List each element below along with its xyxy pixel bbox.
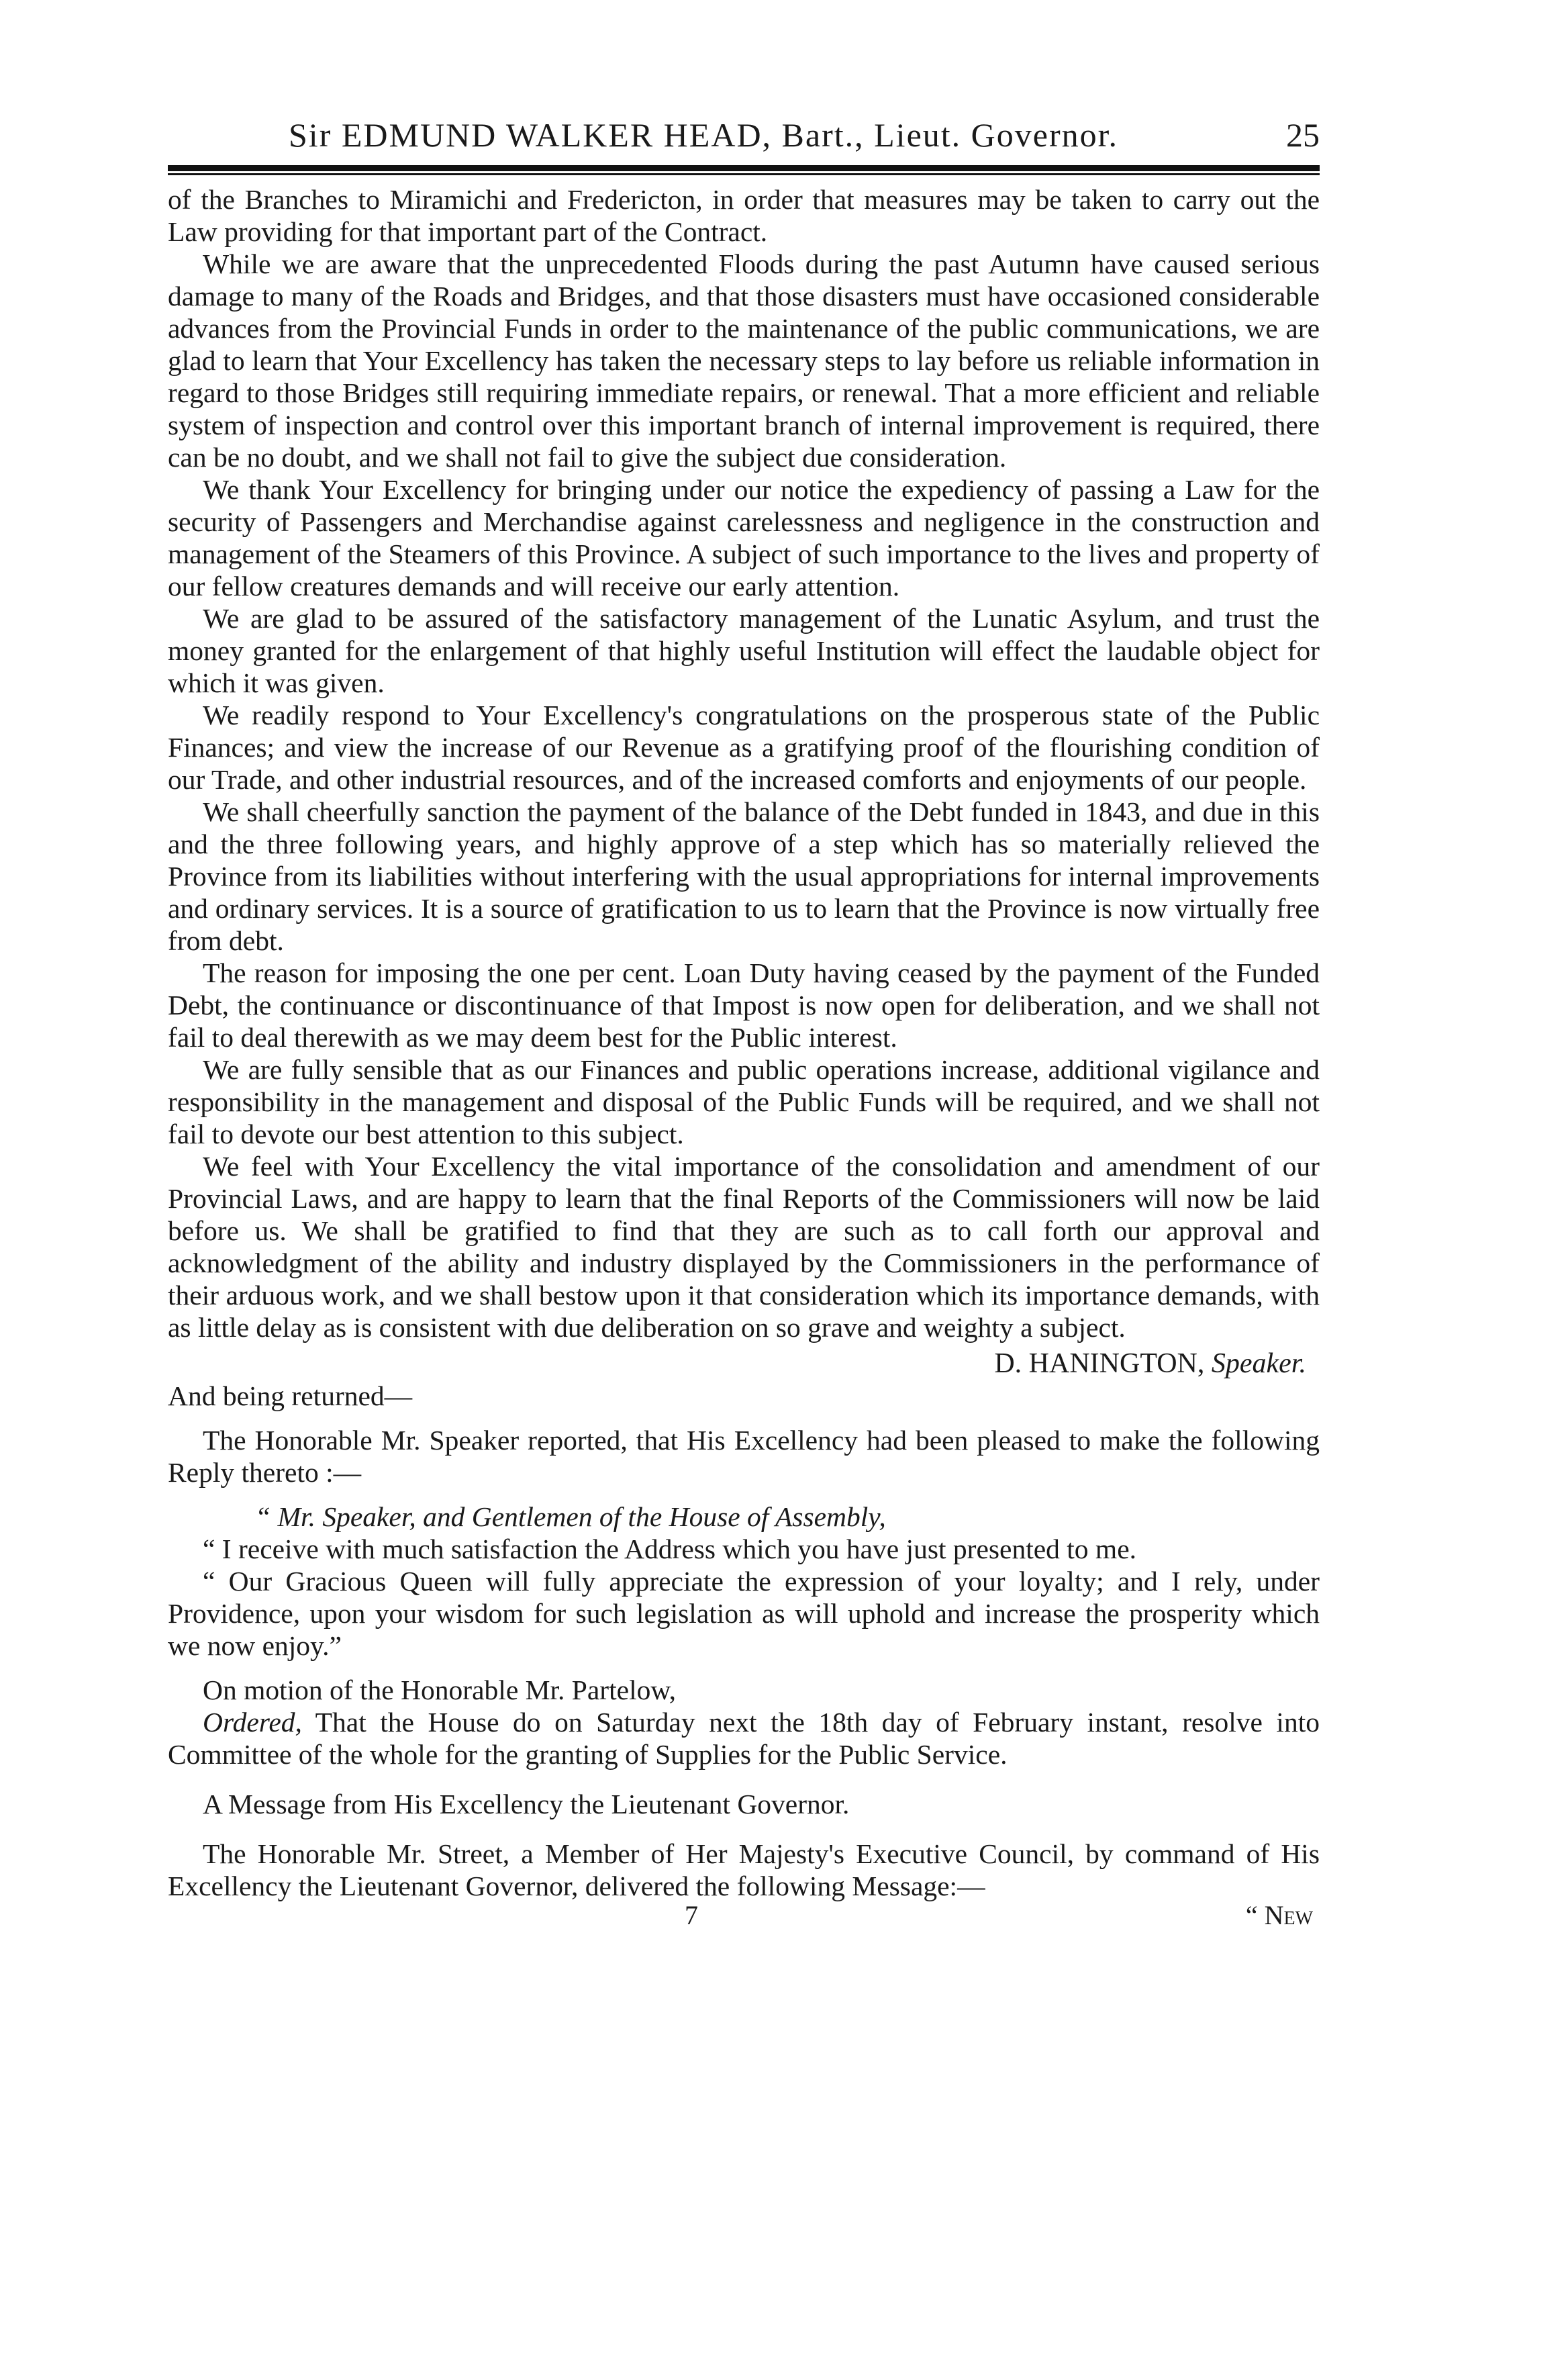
paragraph-4: We are glad to be assured of the satisfactory management of the Lunatic Asylum, and trust the money granted for the enlargement of that highly useful Institution will effect the laudable object for which it was given.	[168, 603, 1320, 698]
page-number: 25	[1286, 116, 1320, 154]
signature-role: Speaker.	[1211, 1348, 1306, 1379]
reported-paragraph: The Honorable Mr. Speaker reported, that His Excellency had been pleased to make the following Reply thereto :—	[168, 1425, 1320, 1488]
paragraph-2: While we are aware that the unprecedented Floods during the past Autumn have caused serious damage to many of the Roads and Bridges, and that those disasters must have occasioned considerable advances from the Provincial Funds in order to the maintenance of the public communications, we are glad to learn that Your Excellency has taken the necessary steps to lay before us reliable information in regard to those Bridges still requiring immediate repairs, or renewal. That a more efficient and reliable system of inspection and control over this important branch of internal improvement is required, there can be no doubt, and we shall not fail to give the subject due consideration.	[168, 248, 1320, 473]
signature-mark: 7	[685, 1900, 698, 1930]
returned-line: And being returned—	[168, 1380, 413, 1411]
reply-line-1: “ I receive with much satisfaction the Address which you have just presented to me.	[203, 1533, 1136, 1564]
ordered-word: Ordered,	[203, 1707, 302, 1738]
message-heading: A Message from His Excellency the Lieutenant Governor.	[203, 1789, 850, 1819]
paragraph-6: We shall cheerfully sanction the payment of the balance of the Debt funded in 1843, and due in this and the three following years, and highly approve of a step which has so materially relieved the Province from its liabilities without interfering with the usual appropriations for internal improvements and ordinary services. It is a source of gratification to us to learn that the Province is now virtually free from debt.	[168, 796, 1320, 956]
header-rule-thick	[168, 165, 1320, 171]
paragraph-7: The reason for imposing the one per cent. Loan Duty having ceased by the payment of the Funded Debt, the continuance or discontinuance of that Impost is now open for deliberation, and we shall not fail to deal therewith as we may deem best for the Public interest.	[168, 957, 1320, 1053]
reply-line-2: “ Our Gracious Queen will fully appreciate the expression of your loyalty; and I rely, under Providence, upon your wisdom for such legislation as will uphold and increase the prosperity which we now enjoy.”	[168, 1566, 1320, 1661]
ordered-text: That the House do on Saturday next the 18th day of February instant, resolve into Committee of the whole for the granting of Supplies for the Public Service.	[168, 1707, 1320, 1770]
message-intro: The Honorable Mr. Street, a Member of Her Majesty's Executive Council, by command of His Excellency the Lieutenant Governor, delivered the following Message:—	[168, 1838, 1320, 1901]
document-page	[168, 113, 1320, 1936]
running-title: Sir EDMUND WALKER HEAD, Bart., Lieut. Governor.	[289, 116, 1118, 154]
signature-name: D. HANINGTON,	[994, 1348, 1205, 1379]
header-rule-thin	[168, 173, 1320, 175]
motion-line: On motion of the Honorable Mr. Partelow,	[203, 1674, 676, 1705]
running-header	[168, 113, 1320, 162]
catchword: “ New	[1245, 1900, 1313, 1930]
paragraph-5: We readily respond to Your Excellency's congratulations on the prosperous state of the Public Finances; and view the increase of our Revenue as a gratifying proof of the flourishing condition of our Trade, and other industrial resources, and of the increased comforts and enjoyments of our people.	[168, 700, 1320, 795]
ordered-paragraph	[168, 1706, 1320, 1770]
page-body	[168, 183, 1320, 1902]
paragraph-3: We thank Your Excellency for bringing under our notice the expediency of passing a Law for the security of Passengers and Merchandise against carelessness and negligence in the construction and management of the Steamers of this Province. A subject of such importance to the lives and property of our fellow creatures demands and will receive our early attention.	[168, 474, 1320, 602]
paragraph-9: We feel with Your Excellency the vital importance of the consolidation and amendment of our Provincial Laws, and are happy to learn that the final Reports of the Commissioners will now be laid before us. We shall be gratified to find that they are such as to call forth our approval and acknowledgment of the ability and industry displayed by the Commissioners in the performance of their arduous work, and we shall bestow upon it that consideration which its importance demands, with as little delay as is consistent with due deliberation on so grave and weighty a subject.	[168, 1151, 1320, 1343]
page-footer	[168, 1902, 1320, 1936]
paragraph-1: of the Branches to Miramichi and Fredericton, in order that measures may be taken to carry out the Law providing for that important part of the Contract.	[168, 184, 1320, 247]
speaker-signature	[168, 1348, 1320, 1380]
paragraph-8: We are fully sensible that as our Finances and public operations increase, additional vigilance and responsibility in the management and disposal of the Public Funds will be required, and we shall not fail to devote our best attention to this subject.	[168, 1054, 1320, 1149]
reply-salutation: “ Mr. Speaker, and Gentlemen of the House of Assembly,	[255, 1501, 886, 1532]
